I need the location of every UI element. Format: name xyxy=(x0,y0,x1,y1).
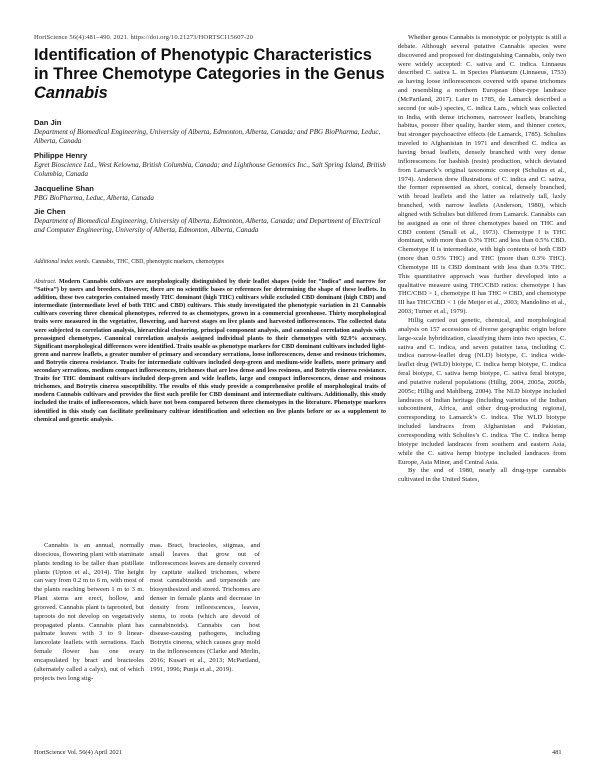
body-column-right xyxy=(398,34,566,485)
author-affiliation: Department of Biomedical Engineering, University of Alberta, Edmonton, Alberta, Canada; and PBG BioPharma, Leduc, Alberta, Canada xyxy=(34,128,381,146)
author-block xyxy=(34,118,386,147)
author-name: Philippe Henry xyxy=(34,150,88,160)
body-paragraph: By the end of 1980, nearly all drug-type cannabis cultivated in the United States, xyxy=(398,467,566,484)
author-name: Jie Chen xyxy=(34,207,66,217)
abstract-label: Abstract. xyxy=(34,278,57,285)
author-list xyxy=(34,118,386,240)
body-paragraph: mas. Bract, bracteoles, stigmas, and small leaves that grow out of inflorescences leaves are densely covered by capitate stalked trichomes, where most cannabinoids and terpenoids are biosynthesized and stored. Trichomes are denser in female plants and decrease in density from inflorescences, leaves, stems, to roots (which are devoid of cannabinoids). Cannabis can host disease-causing pathogens, including Botrytis cinerea, which causes gray mold in the inflorescences (Clarke and Merlin, 2016; Kusari et al., 2013; McPartland, 1991, 1996; Punja et al., 2019). xyxy=(150,542,260,673)
body-column-left xyxy=(34,542,144,684)
author-name: Jacqueline Shan xyxy=(34,183,94,193)
abstract xyxy=(34,278,386,424)
author-affiliation: Egret Bioscience Ltd., West Kelowna, British Columbia, Canada; and Lighthouse Genomics Inc., Salt Spring Island, British Columbia, Canada xyxy=(34,160,386,179)
keywords-line xyxy=(34,259,386,265)
author-block xyxy=(34,207,386,236)
footer-journal: HortScience Vol. 56(4) April 2021 xyxy=(34,749,122,756)
title-main: Identification of Phenotypic Characteristics in Three Chemotype Categories in the Genus xyxy=(34,46,385,83)
title-genus: Cannabis xyxy=(34,84,108,102)
page-number: 481 xyxy=(552,749,562,756)
body-column-middle xyxy=(150,542,260,675)
author-affiliation: Department of Biomedical Engineering, University of Alberta, Edmonton, Alberta, Canada; and Department of Electrical and Computer Engineering, University of Alberta, Edmonton, Alberta, Canada xyxy=(34,217,381,235)
keywords-label: Additional index words. xyxy=(34,259,91,265)
article-title xyxy=(34,46,386,103)
citation-header: HortScience 56(4):481–490. 2021. https://doi.org/10.21273/HORTSCI15607-20 xyxy=(34,34,254,41)
author-block xyxy=(34,151,386,180)
author-block xyxy=(34,184,386,203)
keywords-text: Cannabis, THC, CBD, phenotypic markers, chemotypes xyxy=(91,259,224,265)
abstract-text: Modern Cannabis cultivars are morphologically distinguished by their leaflet shapes (wide for “Indica” and narrow for “Sativa”) by users and breeders. However, there are no scientific bases or references for determining the shape of these leaflets. In addition, these two categories contained mostly THC dominant (high THC) cultivars while excluded CBD dominant (high CBD) and intermediate (intermediate level of both THC and CBD) cultivars. This study investigated the phenotypic variation in 21 Cannabis cultivars covering three chemical phenotypes, referred to as chemotypes, grown in a commercial greenhouse. Thirty morphological traits were measured in the vegetative, flowering, and harvest stages on live plants and harvested inflorescences. The collected data were subjected to correlation analysis, hierarchical clustering, principal component analysis, and canonical correlation analysis with preassigned chemotypes. Canonical correlation analysis assigned individual plants to their chemotypes with 92.9% accuracy. Significant morphological differences were identified. Traits usable as phenotype markers for CBD dominant cultivars included light-green and narrow leaflets, a greater number of primary and secondary serrations, loose inflorescences, dense and resinous trichomes, and Botrytis cinerea resistance. Traits for intermediate cultivars included deep-green and medium-wide leaflets, more primary and secondary serrations, medium compact inflorescences, trichomes that are less dense and less resinous, and Botrytis cinerea resistance. Traits for THC dominant cultivars included deep-green and wide leaflets, large and compact inflorescences, dense and resinous trichomes, and Botrytis cinerea susceptibility. The results of this study provide a comprehensive profile of morphological traits of modern Cannabis cultivars and provides the first such profile for CBD dominant and intermediate cultivars. Additionally, this study included the traits of inflorescences, which have not been compared between three chemotypes in the literature. Phenotype markers identified in this study can facilitate preliminary cultivar identification and selection on live plants before or as a supplement to chemical and genetic analysis. xyxy=(34,278,387,423)
author-name: Dan Jin xyxy=(34,118,62,127)
body-paragraph: Hillig carried out genetic, chemical, and morphological analysis on 157 accessions of diverse geographic origin before large-scale hybridization, classifying them into two species, C. sativa and C. indica, and seven putative taxa, including C. indica narrow-leaflet drug (NLD) biotype, C. indica wide-leaflet drug (WLD) biotype, C. indica hemp biotype, C. indica feral biotype, C. sativa hemp biotype, C. sativa feral biotype, and putative ruderal populations (Hillig, 2004, 2005a, 2005b, 2005c; Hillig and Mahlberg, 2004). The NLD biotype included landraces of Indian heritage (including varieties of the Indian subcontinent, Africa, and other drug-producing regions), corresponding to Lamarck’s C. indica. The WLD biotype included landraces from Afghanistan and Pakistan, corresponding with Schultes’s C. indica. The C. indica hemp biotype included landraces from southern and eastern Asia, while the C. sativa hemp biotype included landraces from Europe, Asia Minor, and Central Asia. xyxy=(398,317,566,466)
author-affiliation: PBG BioPharma, Leduc, Alberta, Canada xyxy=(34,193,154,202)
body-paragraph: Whether genus Cannabis is monotypic or polytypic is still a debate. Although several putative Cannabis species were discovered and proposed for distinguishing Cannabis, only two were widely accepted: C. sativa and C. indica. Linnaeus described C. sativa L. in Species Plantarum (Linnaeus, 1753) as having loose inflorescences covered with sparse trichomes and resembling a northern European fiber-type landrace (McPartland, 2017). Later in 1785, de Lamarck described a second (or sub-) species, C. indica Lam., which was collected in India, with dense trichomes, narrower leaflets, branching habitus, poorer fiber quality, harder stem, and thinner cortex, but stronger psychoactive effects (de Lamarck, 1785). Schultes traveled to Afghanistan in 1971 and described C. indica as having broad leaflets, densely branched with very dense inflorescences for hashish (resin) production, which deviated from Lamarck’s original taxonomic concept (Schultes et al., 1974). Anderson drew illustrations of C. indica and C. sativa, the former represented as short, conical, densely branched, with broad leaflets and the latter as relatively tall, laxly branched, with narrow leaflets (Anderson, 1980), which aligned with Schultes but differed from Lamarck. Cannabis can be assigned as one of three chemotypes based on THC and CBD content (Small et al., 1973). Chemotype I is THC dominant, with more than 0.3% THC and less than 0.5% CBD. Chemotype II is intermediate, with high contents of both CBD (more than 0.5% THC) and THC (more than 0.3% THC). Chemotype III is CBD dominant with less than 0.3% THC. This quantitative approach was further developed into a qualitative measure using THC/CBD ratios: chemotype I has THC/CBD > 1, chemotype II has THC ≈ CBD, and chemotype III has THC/CBD < 1 (de Meijer et al., 2003; Mandolino et al., 2003; Turner et al., 1979). xyxy=(398,34,566,316)
body-paragraph: Cannabis is an annual, normally dioecious, flowering plant with staminate plants tending to be taller than pistillate plants (Upton et al., 2014). The height can vary from 0.2 m to 6 m, with most of the plants reaching between 1 m to 3 m. Plant stems are erect, hollow, and grooved. Cannabis plant is taprooted, but taproots do not develop on vegetatively propagated plants. Cannabis plant has palmate leaves with 3 to 9 linear-lanceolate leaflets with serrations. Each female flower has one ovary encapsulated by bract and bracteoles (alternately called a calyx), out of which projects two long stig- xyxy=(34,542,144,682)
